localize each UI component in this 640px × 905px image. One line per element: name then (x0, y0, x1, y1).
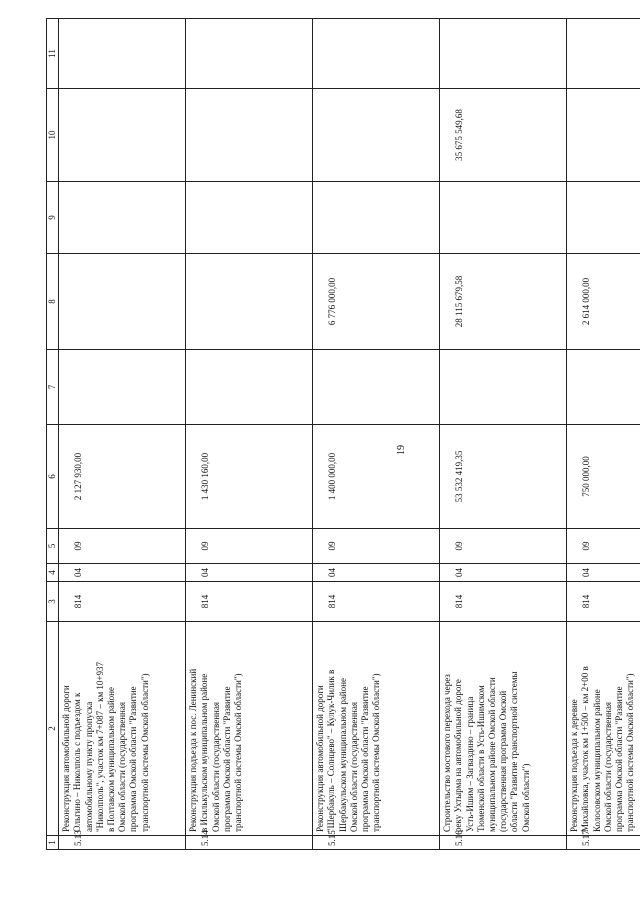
section-code: 04 (440, 564, 567, 582)
column-number-3: 3 (47, 582, 59, 622)
column-number-1: 1 (47, 836, 59, 850)
amount-col-6: 750 000,00 (567, 425, 640, 529)
column-number-8: 8 (47, 254, 59, 350)
section-code: 04 (59, 564, 186, 582)
row-description: Реконструкция автомобильной дороги Ольгино – Николполь с подъездом к автомобильному пункту пропуска "Николполь", участок км 7+087 – км 10+937 в Полтавском муниципальном районе Омской области (государственная программа Омской области "Развитие транспортной системы Омской области") (59, 622, 186, 836)
amount-col-9 (567, 182, 640, 254)
row-number: 5.16 (440, 836, 567, 850)
subsection-code: 09 (567, 529, 640, 564)
section-code: 04 (186, 564, 313, 582)
amount-col-9 (440, 182, 567, 254)
amount-col-6: 53 532 419,35 (440, 425, 567, 529)
table-header-row (47, 19, 59, 850)
column-number-9: 9 (47, 182, 59, 254)
amount-col-7 (313, 350, 440, 425)
ministry-code: 814 (59, 582, 186, 622)
amount-col-11 (59, 19, 186, 89)
subsection-code: 09 (186, 529, 313, 564)
amount-col-8 (59, 254, 186, 350)
amount-col-10: 35 675 549,68 (440, 89, 567, 182)
row-number: 5.14 (186, 836, 313, 850)
column-number-11: 11 (47, 19, 59, 89)
table-row (59, 19, 186, 850)
row-description: Реконструкция автомобильной дороги "Шербакуль – Солнцево" – Кулук-Чилик в Шербакульском муниципальном районе Омской области (государственная программа Омской области "Развитие транспортной системы Омской области") (313, 622, 440, 836)
amount-col-10 (313, 89, 440, 182)
amount-col-7 (59, 350, 186, 425)
table-row (567, 19, 640, 850)
amount-col-6: 1 430 160,00 (186, 425, 313, 529)
row-number: 5.17 (567, 836, 640, 850)
amount-col-11 (567, 19, 640, 89)
ministry-code: 814 (567, 582, 640, 622)
column-number-5: 5 (47, 529, 59, 564)
amount-col-10 (567, 89, 640, 182)
amount-col-9 (59, 182, 186, 254)
amount-col-8: 2 614 000,00 (567, 254, 640, 350)
row-description: Реконструкция подъезда к деревне Михайловка, участок км 1+500 – км 2+00 в Колосовском муниципальном районе Омской области (государственная программа Омской области "Развитие транспортной системы Омской области") (567, 622, 640, 836)
amount-col-10 (186, 89, 313, 182)
section-code: 04 (313, 564, 440, 582)
ministry-code: 814 (440, 582, 567, 622)
column-number-7: 7 (47, 350, 59, 425)
amount-col-11 (313, 19, 440, 89)
amount-col-7 (186, 350, 313, 425)
row-description: Строительство мостового перехода через реку Ухтырма на автомобильной дороге Усть-Ишим – Загваздино – граница Тюменской области в Усть-Ишимском муниципальном районе Омской области (государственная программа Омской области "Развитие транспортной системы Омской области") (440, 622, 567, 836)
row-number: 5.15 (313, 836, 440, 850)
subsection-code: 09 (440, 529, 567, 564)
subsection-code: 09 (313, 529, 440, 564)
amount-col-11 (186, 19, 313, 89)
amount-col-8 (186, 254, 313, 350)
table-row (313, 19, 440, 850)
ministry-code: 814 (313, 582, 440, 622)
amount-col-7 (440, 350, 567, 425)
amount-col-10 (59, 89, 186, 182)
column-number-2: 2 (47, 622, 59, 836)
column-number-10: 10 (47, 89, 59, 182)
page-number: 19 (396, 445, 407, 455)
amount-col-8: 28 115 679,58 (440, 254, 567, 350)
row-number: 5.13 (59, 836, 186, 850)
amount-col-9 (186, 182, 313, 254)
amount-col-11 (440, 19, 567, 89)
ministry-code: 814 (186, 582, 313, 622)
amount-col-7 (567, 350, 640, 425)
column-number-4: 4 (47, 564, 59, 582)
amount-col-9 (313, 182, 440, 254)
budget-table (46, 18, 640, 850)
table-row (186, 19, 313, 850)
column-number-6: 6 (47, 425, 59, 529)
section-code: 04 (567, 564, 640, 582)
amount-col-6: 1 400 000,00 (313, 425, 440, 529)
row-description: Реконструкция подъезда к пос. Ленинский в Исилькульском муниципальном районе Омской области (государственная программа Омской области "Развитие транспортной системы Омской области") (186, 622, 313, 836)
subsection-code: 09 (59, 529, 186, 564)
amount-col-6: 2 127 930,00 (59, 425, 186, 529)
amount-col-8: 6 776 000,00 (313, 254, 440, 350)
table-row (440, 19, 567, 850)
